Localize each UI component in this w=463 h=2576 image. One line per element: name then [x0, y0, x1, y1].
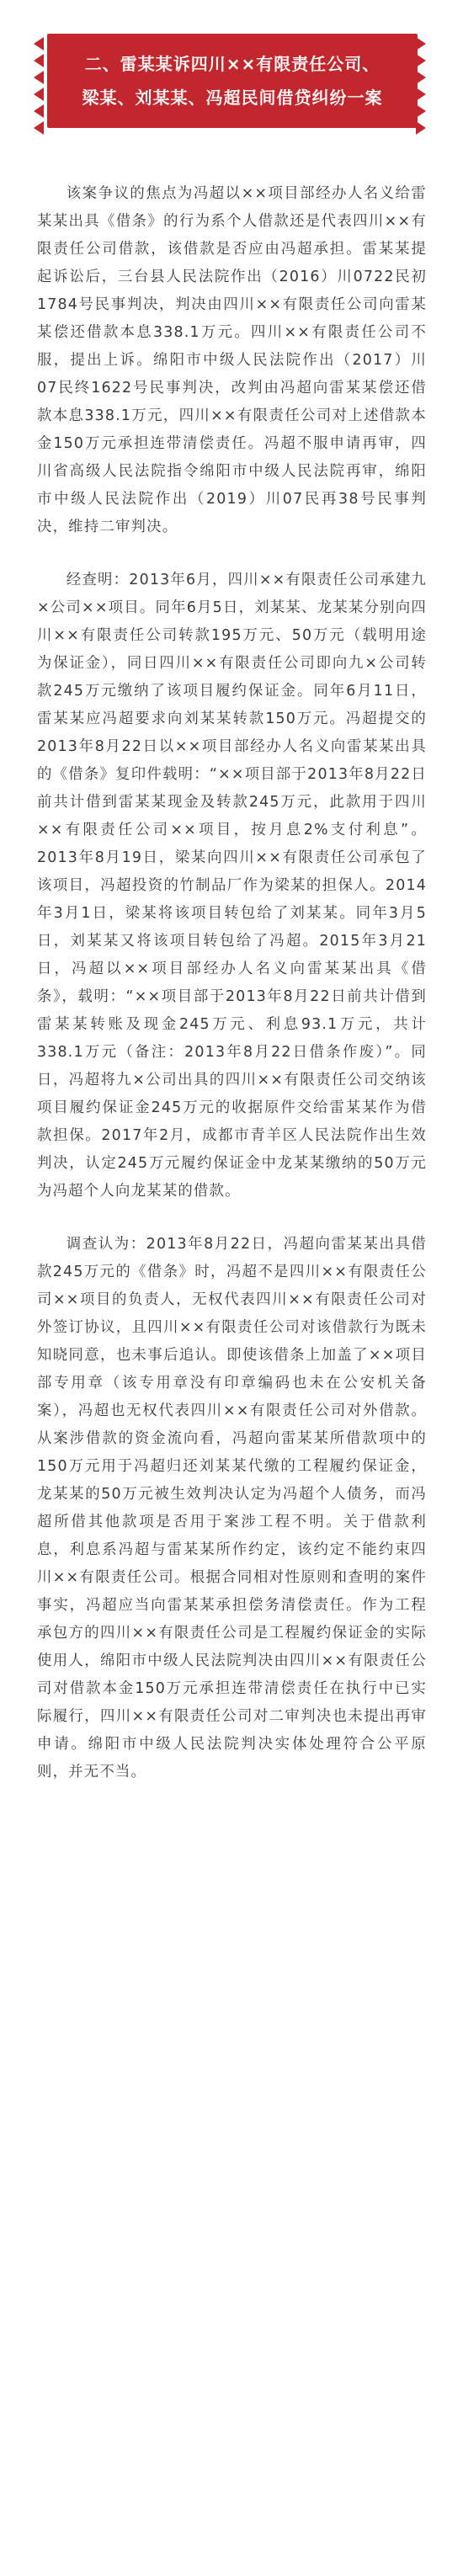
article-body: [37, 180, 427, 1812]
section-title-line-2: 梁某、刘某某、冯超民间借贷纠纷一案: [82, 88, 383, 108]
left-arrow-decoration-icon: [34, 34, 47, 128]
section-header: [0, 34, 463, 135]
paragraph-dispute-focus: 该案争议的焦点为冯超以××项目部经办人名义给雷某某出具《借条》的行为系个人借款还是代表四川××有限责任公司借款，该借款是否应由冯超承担。雷某某提起诉讼后，三台县人民法院作出（2016）川0722民初1784号民事判决，判决由四川××有限责任公司向雷某某偿还借款本息338.1万元。四川××有限责任公司不服，提出上诉。绵阳市中级人民法院作出（2017）川07民终1622号民事判决，改判由冯超向雷某某偿还借款本息338.1万元，四川××有限责任公司对上述借款本金150万元承担连带清偿责任。冯超不服申请再审，四川省高级人民法院指令绵阳市中级人民法院再审，绵阳市中级人民法院作出（2019）川07民再38号民事判决，维持二审判决。: [37, 185, 427, 535]
section-title-line-1: 二、雷某某诉四川××有限责任公司、: [84, 54, 381, 74]
section-title: [47, 34, 418, 128]
paragraph-investigation-conclusion: 调查认为：2013年8月22日，冯超向雷某某出具借款245万元的《借条》时，冯超不是四川××有限责任公司××项目的负责人，无权代表四川××有限责任公司对外签订协议，且四川××有限责任公司对该借款行为既未知晓同意，也未事后追认。即使该借条上加盖了××项目部专用章（该专用章没有印章编码也未在公安机关备案），冯超也无权代表四川××有限责任公司对外借款。从案涉借款的资金流向看，冯超向雷某某所借款项中的150万元用于冯超归还刘某某代缴的工程履约保证金，龙某某的50万元被生效判决认定为冯超个人债务，而冯超所借其他款项是否用于案涉工程不明。关于借款利息，利息系冯超与雷某某所作约定，该约定不能约束四川××有限责任公司。根据合同相对性原则和查明的案件事实，冯超应当向雷某某承担偿务清偿责任。作为工程承包方的四川××有限责任公司是工程履约保证金的实际使用人，绵阳市中级人民法院判决由四川××有限责任公司对借款本金150万元承担连带清偿责任在执行中已实际履行，四川××有限责任公司对二审判决也未提出再审申请。绵阳市中级人民法院判决实体处理符合公平原则，并无不当。: [37, 1236, 427, 1780]
paragraph-facts-found: 经查明：2013年6月，四川××有限责任公司承建九×公司××项目。同年6月5日，刘某某、龙某某分别向四川××有限责任公司转款195万元、50万元（载明用途为保证金），同日四川××有限责任公司即向九×公司转款245万元缴纳了该项目履约保证金。同年6月11日，雷某某应冯超要求向刘某某转款150万元。冯超提交的2013年8月22日以××项目部经办人名义向雷某某出具的《借条》复印件载明：“××项目部于2013年8月22日前共计借到雷某某现金及转款245万元，此款用于四川××有限责任公司××项目，按月息2%支付利息”。2013年8月19日，梁某向四川××有限责任公司承包了该项目，冯超投资的竹制品厂作为梁某的担保人。2014年3月1日，梁某将该项目转包给了刘某某。同年3月5日，刘某某又将该项目转包给了冯超。2015年3月21日，冯超以××项目部经办人名义向雷某某出具《借条》，载明：“××项目部于2013年8月22日前共计借到雷某某转账及现金245万元、利息93.1万元，共计338.1万元（备注：2013年8月22日借条作废）”。同日，冯超将九×公司出具的四川××有限责任公司交纳该项目履约保证金245万元的收据原件交给雷某某作为借款担保。2017年2月，成都市青羊区人民法院作出生效判决，认定245万元履约保证金中龙某某缴纳的50万元为冯超个人向龙某某的借款。: [37, 572, 427, 1200]
right-arrow-decoration-icon: [416, 34, 429, 128]
